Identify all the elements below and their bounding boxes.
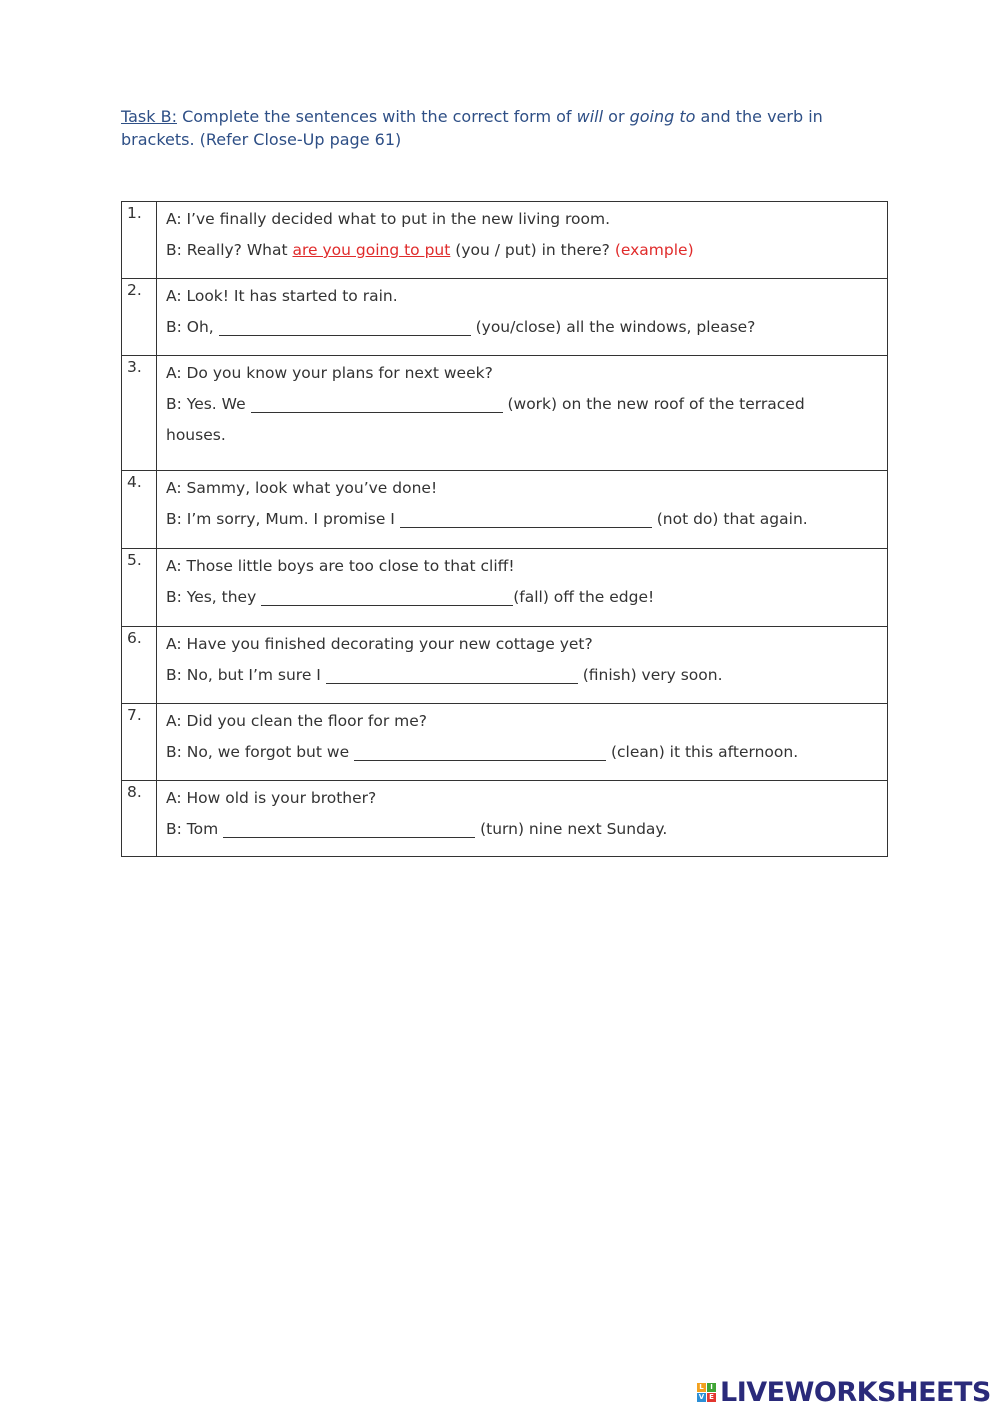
logo-block: L — [697, 1383, 706, 1392]
exercise-table — [121, 201, 888, 857]
b-suffix: (not do) that again. — [651, 510, 808, 528]
b-prefix: B: Oh, — [166, 318, 219, 336]
example-note: (example) — [614, 241, 694, 259]
answer-blank[interactable] — [223, 818, 475, 838]
line-a: A: Do you know your plans for next week? — [166, 364, 493, 382]
exercise-row-6 — [122, 627, 888, 704]
exercise-row-4 — [122, 471, 888, 549]
exercise-row-3 — [122, 356, 888, 471]
b-prefix: B: Tom — [166, 820, 224, 838]
instruction-going-to: going to — [629, 107, 696, 126]
item-content — [157, 627, 888, 704]
answer-blank[interactable] — [261, 586, 513, 606]
logo-block: E — [707, 1393, 716, 1402]
line-b — [166, 235, 887, 266]
line-a: A: How old is your brother? — [166, 789, 377, 807]
answer-blank[interactable] — [219, 316, 471, 336]
line-a: A: Look! It has started to rain. — [166, 287, 398, 305]
answer-blank[interactable] — [251, 393, 503, 413]
item-number: 8. — [122, 781, 157, 857]
item-number: 4. — [122, 471, 157, 549]
line-b — [166, 504, 887, 535]
brand-text: LIVEWORKSHEETS — [720, 1377, 991, 1408]
item-number: 3. — [122, 356, 157, 471]
item-content — [157, 279, 888, 356]
b-suffix: (clean) it this afternoon. — [606, 743, 799, 761]
item-number: 2. — [122, 279, 157, 356]
b-prefix: B: I’m sorry, Mum. I promise I — [166, 510, 400, 528]
line-b — [166, 660, 887, 691]
liveworksheets-logo[interactable] — [697, 1377, 991, 1408]
instruction-text-1: Complete the sentences with the correct form of — [176, 107, 577, 126]
b-suffix: (you/close) all the windows, please? — [470, 318, 756, 336]
b-suffix: (fall) off the edge! — [513, 588, 655, 606]
answer-blank[interactable] — [354, 741, 606, 761]
answer-blank[interactable] — [326, 664, 578, 684]
line-b-continued: houses. — [166, 426, 226, 444]
item-number: 6. — [122, 627, 157, 704]
line-b — [166, 814, 887, 845]
logo-block: I — [707, 1383, 716, 1392]
task-instructions — [121, 105, 861, 151]
logo-blocks-icon — [697, 1383, 716, 1402]
b-prefix: B: No, we forgot but we — [166, 743, 355, 761]
exercise-row-1 — [122, 202, 888, 279]
line-b — [166, 737, 887, 768]
item-content — [157, 704, 888, 781]
line-b — [166, 389, 887, 420]
logo-block: V — [698, 1393, 705, 1401]
instruction-text-2: and the verb in brackets. (Refer Close-Up page 61) — [121, 107, 823, 149]
b-prefix: B: Yes, they — [166, 588, 262, 606]
instruction-or: or — [603, 107, 630, 126]
b-suffix: (work) on the new roof of the terraced — [502, 395, 805, 413]
example-answer: are you going to put — [292, 241, 451, 259]
exercise-row-8 — [122, 781, 888, 857]
b-prefix: B: No, but I’m sure I — [166, 666, 326, 684]
exercise-row-5 — [122, 549, 888, 627]
answer-blank[interactable] — [400, 508, 652, 528]
b-suffix: (turn) nine next Sunday. — [475, 820, 668, 838]
item-content — [157, 202, 888, 279]
item-content — [157, 471, 888, 549]
item-content — [157, 781, 888, 857]
item-number: 1. — [122, 202, 157, 279]
item-content — [157, 549, 888, 627]
item-content — [157, 356, 888, 471]
line-b — [166, 582, 887, 613]
line-a: A: Those little boys are too close to that cliff! — [166, 557, 515, 575]
item-number: 7. — [122, 704, 157, 781]
b-suffix: (you / put) in there? — [450, 241, 615, 259]
line-a: A: Sammy, look what you’ve done! — [166, 479, 438, 497]
b-suffix: (finish) very soon. — [577, 666, 723, 684]
line-a: A: Did you clean the floor for me? — [166, 712, 428, 730]
instruction-will: will — [576, 107, 604, 126]
task-label: Task B: — [121, 107, 177, 126]
exercise-row-2 — [122, 279, 888, 356]
b-prefix: B: Really? What — [166, 241, 293, 259]
line-b — [166, 312, 887, 343]
item-number: 5. — [122, 549, 157, 627]
b-prefix: B: Yes. We — [166, 395, 251, 413]
exercise-row-7 — [122, 704, 888, 781]
line-a: A: Have you finished decorating your new cottage yet? — [166, 635, 593, 653]
line-a: A: I’ve finally decided what to put in the new living room. — [166, 210, 611, 228]
